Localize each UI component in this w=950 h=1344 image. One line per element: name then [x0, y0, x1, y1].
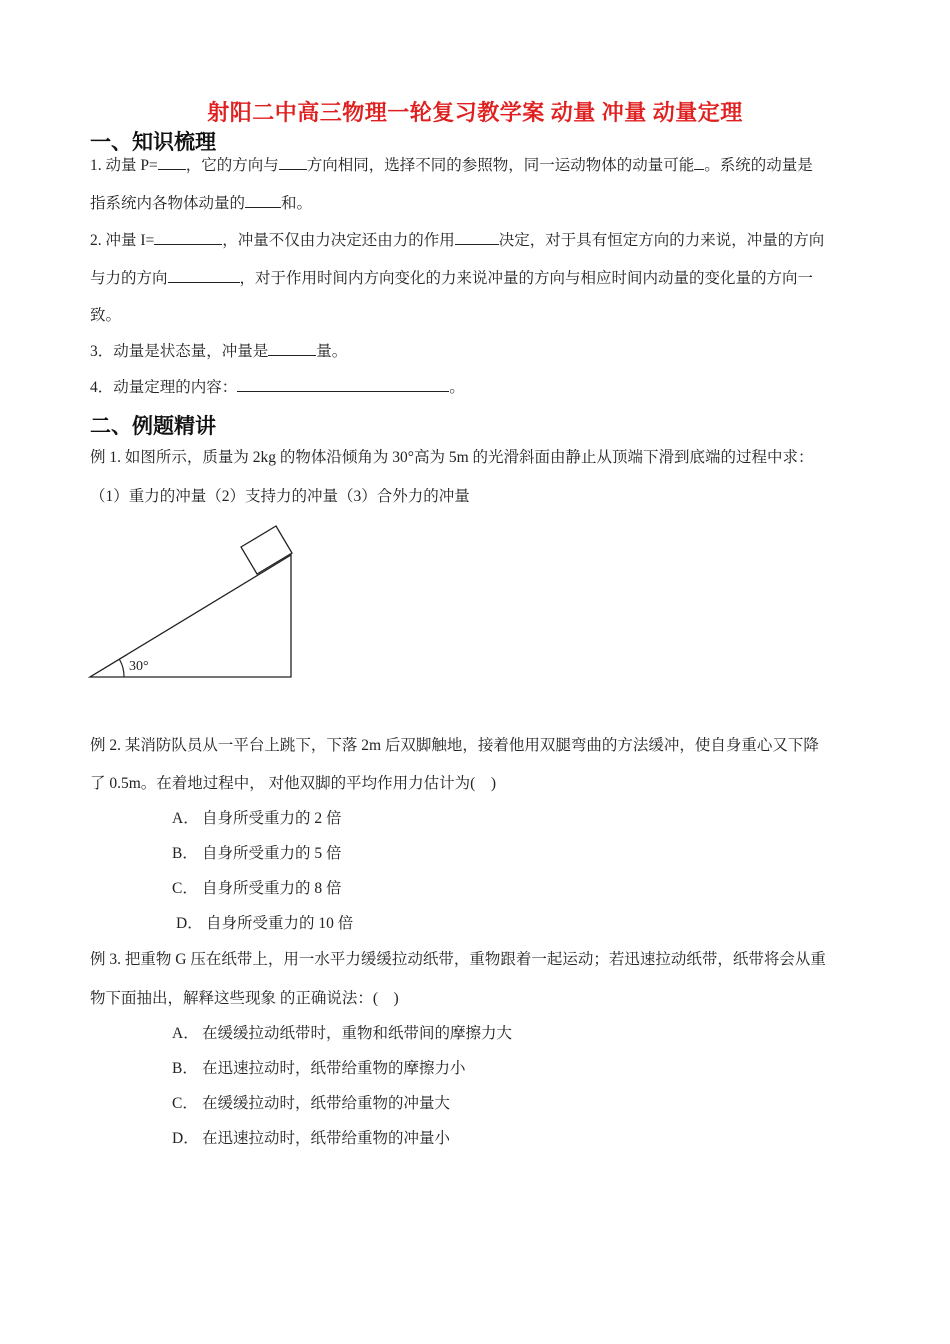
section-heading-knowledge: 一、知识梳理: [90, 130, 216, 154]
incline-triangle: [90, 555, 291, 677]
item-2-line-1: 2. 冲量 I= ，冲量不仅由力决定还由力的作用 决定，对于具有恒定方向的力来说，冲量的方向: [90, 232, 825, 249]
example-2-line-1: 例 2. 某消防队员从一平台上跳下，下落 2m 后双脚触地，接着他用双腿弯曲的方法缓冲，使自身重心又下降: [90, 737, 819, 754]
section-heading-examples: 二、例题精讲: [90, 414, 216, 438]
item-2-line-3: 致。: [90, 307, 122, 324]
example-3-line-1: 例 3. 把重物 G 压在纸带上，用一水平力缓缓拉动纸带，重物跟着一起运动；若迅速拉动纸带，纸带将会从重: [90, 951, 826, 968]
item-3-line: 3．动量是状态量，冲量是 量。: [90, 343, 348, 360]
item-1-line-2: 指系统内各物体动量的 和。: [90, 195, 313, 212]
example-2-option-b[interactable]: B． 自身所受重力的 5 倍: [172, 845, 342, 862]
example-1-line-1: 例 1. 如图所示，质量为 2kg 的物体沿倾角为 30°高为 5m 的光滑斜面由静止从顶端下滑到底端的过程中求：: [90, 449, 814, 466]
angle-arc: [120, 660, 125, 678]
item-4-line: 4．动量定理的内容： 。: [90, 379, 465, 396]
item-1-line-1: 1. 动量 P= ，它的方向与 方向相同，选择不同的参照物，同一运动物体的动量可能 。系统的动量是: [90, 157, 813, 174]
example-3-option-b[interactable]: B． 在迅速拉动时，纸带给重物的摩擦力小: [172, 1060, 466, 1077]
example-3-line-2: 物下面抽出，解释这些现象 的正确说法：( ): [90, 990, 399, 1007]
example-3-option-a[interactable]: A． 在缓缓拉动纸带时，重物和纸带间的摩擦力大: [172, 1025, 513, 1042]
example-3-option-c[interactable]: C． 在缓缓拉动时，纸带给重物的冲量大: [172, 1095, 451, 1112]
item-2-line-2: 与力的方向 ，对于作用时间内方向变化的力来说冲量的方向与相应时间内动量的变化量的方向一: [90, 270, 814, 287]
example-3-option-d[interactable]: D． 在迅速拉动时，纸带给重物的冲量小: [172, 1130, 451, 1147]
example-2-option-d[interactable]: D． 自身所受重力的 10 倍: [176, 915, 354, 932]
example-1-line-2: （1）重力的冲量（2）支持力的冲量（3）合外力的冲量: [90, 488, 470, 505]
example-2-option-c[interactable]: C． 自身所受重力的 8 倍: [172, 880, 342, 897]
angle-label: 30°: [129, 659, 149, 674]
example-2-option-a[interactable]: A． 自身所受重力的 2 倍: [172, 810, 342, 827]
document-title: 射阳二中高三物理一轮复习教学案 动量 冲量 动量定理: [207, 100, 743, 125]
example-2-line-2: 了 0.5m。在着地过程中， 对他双脚的平均作用力估计为( ): [90, 775, 497, 792]
sliding-block: [241, 526, 292, 574]
